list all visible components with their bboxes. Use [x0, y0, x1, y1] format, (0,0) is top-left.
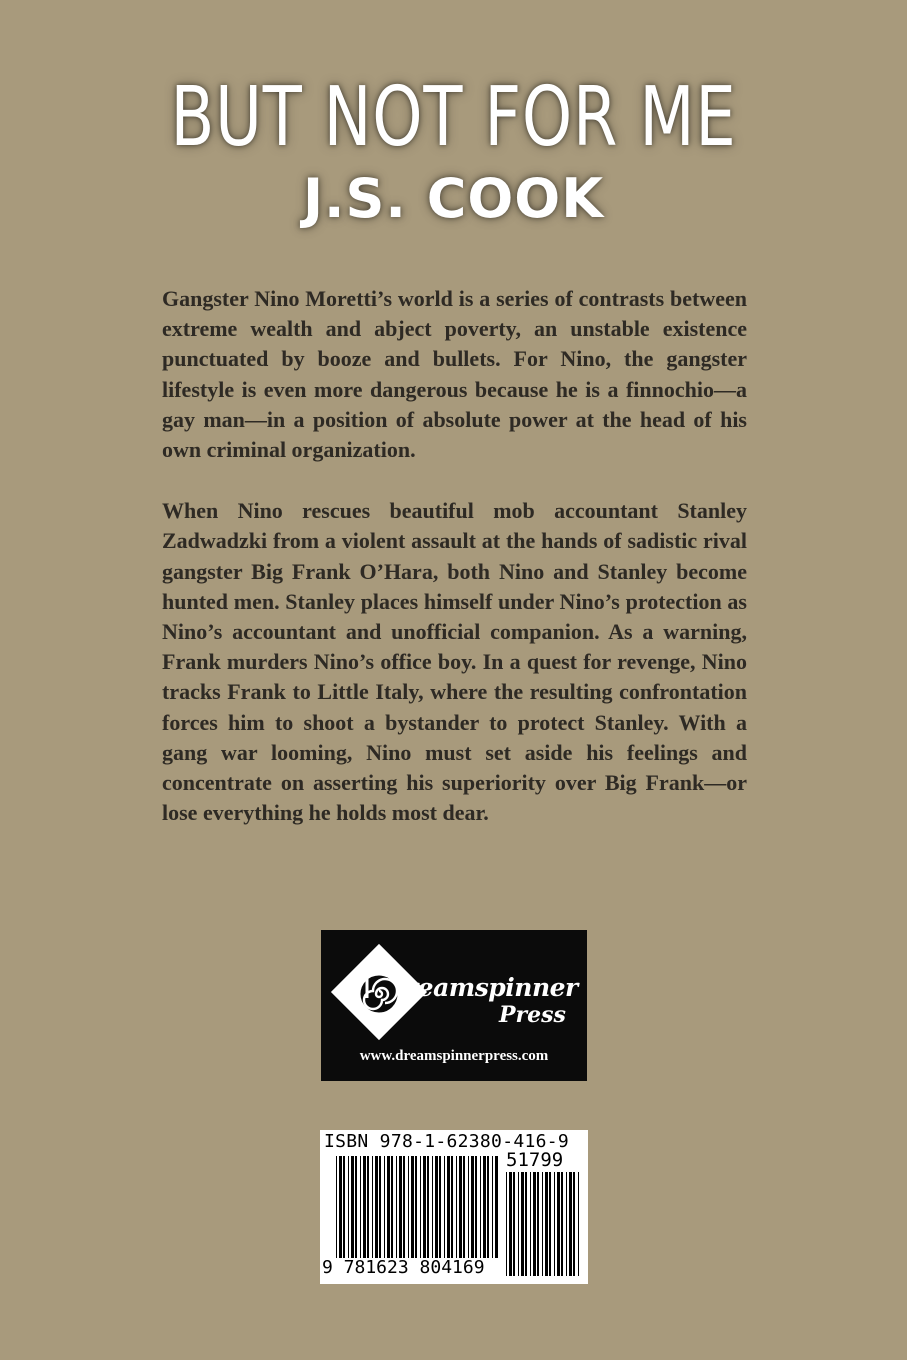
barcode-bar	[518, 1172, 519, 1276]
barcode-bar	[427, 1156, 429, 1258]
barcode-bar	[423, 1156, 426, 1258]
barcode-bar	[435, 1156, 438, 1258]
barcode-bar	[463, 1156, 465, 1258]
barcode-bar	[351, 1156, 354, 1258]
barcode-bar	[468, 1156, 469, 1258]
barcode-bar	[480, 1156, 481, 1258]
barcode-bar	[569, 1172, 572, 1276]
ean-digits: 9 781623 804169	[322, 1257, 485, 1278]
barcode-bar	[411, 1156, 414, 1258]
publisher-logo	[321, 930, 587, 1081]
barcode-bar	[372, 1156, 373, 1258]
price-code: 51799	[506, 1149, 564, 1171]
barcode-bar	[459, 1156, 462, 1258]
isbn-barcode	[320, 1130, 588, 1284]
barcode-bar	[399, 1156, 402, 1258]
barcode-bar	[336, 1156, 337, 1258]
publisher-press: Press	[499, 1002, 566, 1028]
publisher-url: www.dreamspinnerpress.com	[359, 1048, 549, 1064]
barcode-bar	[573, 1172, 575, 1276]
barcode-bar	[492, 1156, 493, 1258]
book-blurb	[162, 284, 747, 859]
barcode-bar	[384, 1156, 385, 1258]
barcode-bar	[360, 1156, 361, 1258]
barcode-bar	[483, 1156, 486, 1258]
publisher-name: reamspinner	[405, 973, 578, 1002]
barcode-bar	[375, 1156, 378, 1258]
barcode-bar	[387, 1156, 390, 1258]
dreamspinner-swirl-icon	[351, 964, 407, 1020]
barcode-bar	[549, 1172, 551, 1276]
barcode-bar	[447, 1156, 450, 1258]
barcode-bar	[506, 1172, 507, 1276]
barcode-bar	[530, 1172, 531, 1276]
isbn-label: ISBN 978-1-62380-416-9	[324, 1131, 570, 1152]
barcode-bar	[403, 1156, 405, 1258]
barcode-bar	[513, 1172, 515, 1276]
barcode-bar	[367, 1156, 369, 1258]
blurb-paragraph: When Nino rescues beautiful mob accountant Stanley Zadwadzki from a violent assault at the hands of sadistic rival gangster Big Frank O’Hara, both Nino and Stanley become hunted men. Stanley places himself under Nino’s protection as Nino’s accountant and unofficial companion. As a warning, Frank murders Nino’s office boy. In a quest for revenge, Nino tracks Frank to Little Italy, where the resulting confrontation forces him to shoot a bystander to protect Stanley. With a gang war looming, Nino must set aside his feelings and concentrate on asserting his superiority over Big Frank—or lose everything he holds most dear.	[162, 498, 747, 826]
barcode-bar	[537, 1172, 539, 1276]
barcode-bar	[471, 1156, 474, 1258]
barcode-bar	[557, 1172, 560, 1276]
book-author: J.S. COOK	[302, 167, 605, 230]
barcode-bar	[379, 1156, 381, 1258]
barcode-bar	[432, 1156, 433, 1258]
barcode-bar	[391, 1156, 393, 1258]
barcode-bar	[561, 1172, 563, 1276]
barcode-bar	[578, 1172, 579, 1276]
barcode-bar	[545, 1172, 548, 1276]
barcode-bar	[415, 1156, 417, 1258]
barcode-bar	[451, 1156, 453, 1258]
barcode-bar	[396, 1156, 397, 1258]
barcode-bar	[444, 1156, 445, 1258]
barcode-bar	[525, 1172, 527, 1276]
barcode-bar	[521, 1172, 524, 1276]
barcode-bar	[495, 1156, 498, 1258]
barcode-bar	[420, 1156, 421, 1258]
barcode-bar	[348, 1156, 349, 1258]
barcode-bar	[355, 1156, 357, 1258]
barcode-bar	[509, 1172, 512, 1276]
barcode-bar	[408, 1156, 409, 1258]
barcode-bar	[533, 1172, 536, 1276]
barcode-bar	[475, 1156, 477, 1258]
barcode-bar	[554, 1172, 555, 1276]
barcode-bar	[487, 1156, 489, 1258]
barcode-bar	[439, 1156, 441, 1258]
blurb-paragraph: Gangster Nino Moretti’s world is a series of contrasts between extreme wealth and abject poverty, an unstable existence punctuated by booze and bullets. For Nino, the gangster lifestyle is even more dangerous because he is a finnochio—a gay man—in a position of absolute power at the head of his own criminal organization.	[162, 286, 747, 463]
barcode-bar	[566, 1172, 567, 1276]
barcode-bar	[363, 1156, 366, 1258]
barcode-bar	[456, 1156, 457, 1258]
barcode-bar	[542, 1172, 543, 1276]
book-title: BUT NOT FOR ME	[170, 70, 737, 165]
barcode-bar	[343, 1156, 345, 1258]
barcode-bar	[339, 1156, 342, 1258]
